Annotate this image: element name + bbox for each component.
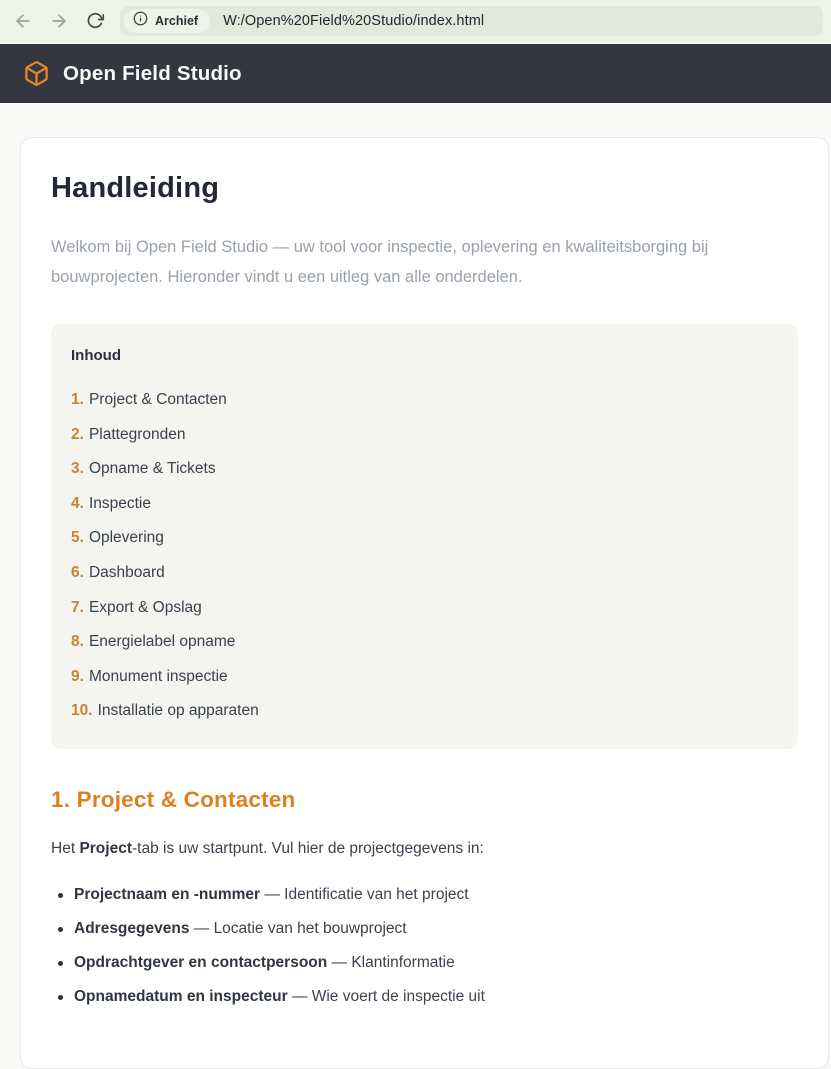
bullet-term: Projectnaam en -nummer <box>74 886 261 904</box>
toc-item-project-contacten <box>71 391 778 410</box>
toc-item-number: 9. <box>71 667 84 685</box>
section-heading-project-contacten: 1. Project & Contacten <box>51 786 296 812</box>
bullet-term: Adresgegevens <box>74 920 190 938</box>
toc-item-number: 6. <box>71 564 84 581</box>
toc-item-label: Export & Opslag <box>88 598 202 616</box>
toc-item-energielabel-opname <box>71 633 778 652</box>
main-content <box>0 103 831 1005</box>
bullet-term: Opdrachtgever en contactpersoon <box>74 954 328 972</box>
bullet-desc: — Wie voert de inspectie uit <box>287 987 485 1005</box>
url-text: W:/Open%20Field%20Studio/index.html <box>223 13 485 29</box>
toc-item-number: 10. <box>71 702 93 720</box>
bullet-marker <box>58 995 63 1000</box>
bullet-desc: — Locatie van het bouwproject <box>189 920 407 938</box>
toc-item-number: 5. <box>71 529 84 547</box>
bullet-marker <box>58 893 63 898</box>
address-bar[interactable] <box>120 6 823 36</box>
bullet-desc: — Klantinformatie <box>327 954 455 972</box>
bullet-item-adresgegevens <box>51 919 798 940</box>
info-icon <box>133 11 148 31</box>
site-info-button[interactable] <box>124 9 210 33</box>
toc-item-oplevering <box>71 529 778 548</box>
browser-toolbar <box>0 0 831 44</box>
toc-item-opname-tickets <box>71 460 778 479</box>
toc-item-label: Project & Contacten <box>88 391 227 409</box>
toc-item-number: 2. <box>71 425 84 443</box>
toc-item-number: 1. <box>71 391 84 409</box>
reload-button[interactable] <box>80 6 110 36</box>
toc-item-label: Monument inspectie <box>88 667 228 685</box>
manual-card <box>20 137 829 1069</box>
bullet-item-opnamedatum <box>51 987 798 1008</box>
toc-item-number: 4. <box>71 494 84 512</box>
forward-arrow-icon <box>49 11 69 31</box>
forward-button[interactable] <box>44 6 74 36</box>
toc-item-plattegronden <box>71 426 778 445</box>
site-info-label: Archief <box>155 14 199 28</box>
toc-item-monument-inspectie <box>71 668 778 687</box>
page-title: Handleiding <box>51 172 220 204</box>
bullet-marker <box>58 961 63 966</box>
section-paragraph <box>51 837 798 860</box>
toc-item-label: Inspectie <box>88 494 151 512</box>
toc-item-installatie-op-apparaten <box>71 702 778 721</box>
toc-item-label: Dashboard <box>88 564 165 581</box>
toc-item-label: Energielabel opname <box>88 633 236 651</box>
toc-item-inspectie <box>71 495 778 514</box>
toc-item-dashboard <box>71 564 778 583</box>
toc-list <box>71 391 778 721</box>
back-arrow-icon <box>13 11 33 31</box>
bullet-marker <box>58 927 63 932</box>
bullet-desc: — Identificatie van het project <box>260 886 469 904</box>
toc-item-number: 3. <box>71 460 84 478</box>
toc-item-label: Opname & Tickets <box>88 460 216 478</box>
toc-item-label: Plattegronden <box>88 425 186 443</box>
toc-item-number: 7. <box>71 598 84 616</box>
paragraph-text: -tab is uw startpunt. Vul hier de projectgegevens in: <box>132 839 484 857</box>
toc-title: Inhoud <box>71 347 121 365</box>
toc-item-export-opslag <box>71 599 778 618</box>
reload-icon <box>86 12 104 30</box>
app-title: Open Field Studio <box>63 61 242 85</box>
paragraph-bold-term: Project <box>79 839 132 857</box>
toc-item-label: Oplevering <box>88 529 164 547</box>
app-header <box>0 44 831 103</box>
toc-item-number: 8. <box>71 633 84 651</box>
box-logo-icon <box>23 60 50 87</box>
bullet-item-projectnaam <box>51 885 798 906</box>
back-button[interactable] <box>8 6 38 36</box>
bullet-item-opdrachtgever <box>51 953 798 974</box>
toc-box <box>51 324 798 749</box>
bullet-term: Opnamedatum en inspecteur <box>74 987 288 1005</box>
section-bullet-list <box>51 885 798 1008</box>
page-intro: Welkom bij Open Field Studio — uw tool voor inspectie, oplevering en kwaliteitsborging bij bouwprojecten. Hieronder vindt u een uitleg van alle onderdelen. <box>51 238 709 287</box>
toc-item-label: Installatie op apparaten <box>97 702 259 720</box>
paragraph-text: Het <box>51 839 80 857</box>
